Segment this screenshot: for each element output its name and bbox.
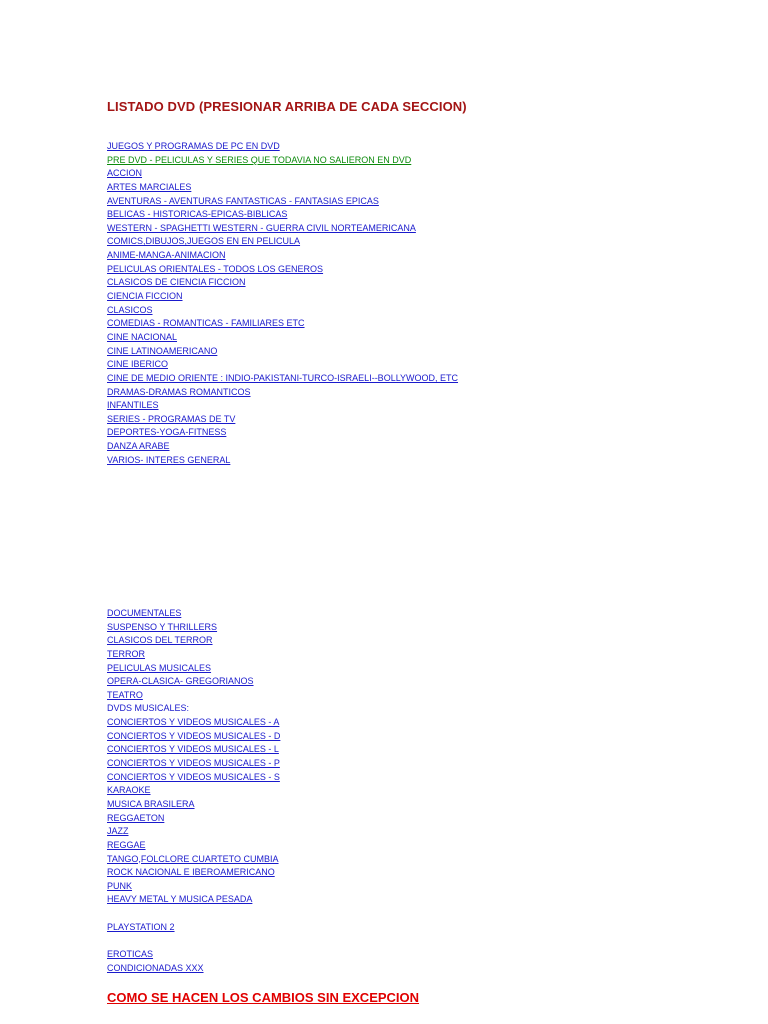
section-link[interactable]: OPERA-CLASICA- GREGORIANOS — [107, 676, 254, 687]
list-item — [107, 689, 280, 703]
list-item — [107, 621, 280, 635]
section-link[interactable]: CONCIERTOS Y VIDEOS MUSICALES - D — [107, 730, 281, 741]
list-item — [107, 317, 458, 331]
section-link[interactable]: CLASICOS DEL TERROR — [107, 635, 213, 646]
list-item — [107, 784, 280, 798]
list-item — [107, 607, 280, 621]
section-link[interactable]: CLASICOS — [107, 304, 153, 315]
section-link[interactable]: TANGO,FOLCLORE CUARTETO CUMBIA — [107, 853, 279, 864]
section-link[interactable]: PUNK — [107, 880, 133, 891]
section-link[interactable]: HEAVY METAL Y MUSICA PESADA — [107, 894, 253, 905]
section-link[interactable]: COMEDIAS - ROMANTICAS - FAMILIARES ETC — [107, 318, 305, 329]
list-item — [107, 345, 458, 359]
list-item — [107, 730, 280, 744]
section-links-bottom — [107, 607, 280, 907]
list-item — [107, 235, 458, 249]
list-item — [107, 853, 280, 867]
section-link[interactable]: TEATRO — [107, 689, 143, 700]
section-links-top — [107, 140, 458, 467]
list-item — [107, 716, 280, 730]
list-item — [107, 208, 458, 222]
eroticas-item — [107, 948, 153, 961]
list-item — [107, 702, 280, 716]
list-item — [107, 290, 458, 304]
section-link[interactable]: AVENTURAS - AVENTURAS FANTASTICAS - FANTASIAS EPICAS — [107, 195, 379, 206]
list-item — [107, 358, 458, 372]
section-link[interactable]: DEPORTES-YOGA-FITNESS — [107, 427, 227, 438]
section-link[interactable]: ANIME-MANGA-ANIMACION — [107, 250, 226, 261]
list-item — [107, 413, 458, 427]
section-link[interactable]: ACCION — [107, 168, 143, 179]
list-item — [107, 167, 458, 181]
section-link[interactable]: DANZA ARABE — [107, 441, 170, 452]
list-item — [107, 154, 458, 168]
section-link[interactable]: WESTERN - SPAGHETTI WESTERN - GUERRA CIVIL NORTEAMERICANA — [107, 222, 416, 233]
section-link[interactable]: CONCIERTOS Y VIDEOS MUSICALES - A — [107, 717, 280, 728]
section-link[interactable]: ROCK NACIONAL E IBEROAMERICANO — [107, 867, 275, 878]
list-item — [107, 825, 280, 839]
list-item — [107, 798, 280, 812]
section-link[interactable]: SERIES - PROGRAMAS DE TV — [107, 413, 236, 424]
section-link[interactable]: CINE NACIONAL — [107, 331, 178, 342]
exchange-rules-heading[interactable]: COMO SE HACEN LOS CAMBIOS SIN EXCEPCION — [107, 990, 420, 1005]
list-item — [107, 839, 280, 853]
section-link[interactable]: CONCIERTOS Y VIDEOS MUSICALES - S — [107, 771, 280, 782]
list-item — [107, 372, 458, 386]
section-link[interactable]: CLASICOS DE CIENCIA FICCION — [107, 277, 246, 288]
section-link[interactable]: CONCIERTOS Y VIDEOS MUSICALES - P — [107, 758, 280, 769]
section-link[interactable]: PELICULAS ORIENTALES - TODOS LOS GENEROS — [107, 263, 324, 274]
list-item — [107, 893, 280, 907]
list-item — [107, 331, 458, 345]
list-item — [107, 866, 280, 880]
section-link[interactable]: JUEGOS Y PROGRAMAS DE PC EN DVD — [107, 141, 280, 151]
list-item — [107, 304, 458, 318]
list-item — [107, 634, 280, 648]
section-link[interactable]: DRAMAS-DRAMAS ROMANTICOS — [107, 386, 251, 397]
section-link[interactable]: SUSPENSO Y THRILLERS — [107, 621, 218, 632]
list-item — [107, 440, 458, 454]
list-item — [107, 662, 280, 676]
list-item — [107, 648, 280, 662]
section-link[interactable]: COMICS,DIBUJOS,JUEGOS EN EN PELICULA — [107, 236, 301, 247]
list-item — [107, 195, 458, 209]
list-item — [107, 757, 280, 771]
section-link[interactable]: CONCIERTOS Y VIDEOS MUSICALES - L — [107, 744, 279, 755]
list-item — [107, 386, 458, 400]
list-item — [107, 263, 458, 277]
section-link[interactable]: JAZZ — [107, 826, 129, 837]
section-group-label: DVDS MUSICALES: — [107, 703, 190, 714]
section-link[interactable]: REGGAETON — [107, 812, 165, 823]
section-link[interactable]: CINE LATINOAMERICANO — [107, 345, 218, 356]
section-link[interactable]: MUSICA BRASILERA — [107, 798, 195, 809]
section-link[interactable]: BELICAS - HISTORICAS-EPICAS-BIBLICAS — [107, 209, 288, 220]
list-item — [107, 399, 458, 413]
section-link[interactable]: INFANTILES — [107, 400, 159, 411]
section-link[interactable]: CINE IBERICO — [107, 359, 169, 370]
list-item — [107, 675, 280, 689]
list-item — [107, 181, 458, 195]
list-item — [107, 743, 280, 757]
section-link[interactable]: PRE DVD - PELICULAS Y SERIES QUE TODAVIA NO SALIERON EN DVD — [107, 154, 412, 165]
list-item — [107, 454, 458, 468]
list-item — [107, 222, 458, 236]
page-title: LISTADO DVD (PRESIONAR ARRIBA DE CADA SECCION) — [107, 99, 467, 114]
list-item — [107, 771, 280, 785]
condicionadas-item — [107, 962, 204, 975]
list-item — [107, 426, 458, 440]
section-link-condicionadas[interactable]: CONDICIONADAS XXX — [107, 963, 204, 973]
section-link[interactable]: PELICULAS MUSICALES — [107, 662, 212, 673]
section-link[interactable]: VARIOS- INTERES GENERAL — [107, 454, 231, 465]
list-item — [107, 140, 458, 154]
section-link[interactable]: ARTES MARCIALES — [107, 181, 192, 192]
section-link-playstation[interactable]: PLAYSTATION 2 — [107, 922, 175, 932]
playstation-item — [107, 921, 175, 934]
section-link[interactable]: DOCUMENTALES — [107, 608, 182, 618]
list-item — [107, 276, 458, 290]
list-item — [107, 249, 458, 263]
section-link[interactable]: CIENCIA FICCION — [107, 291, 183, 302]
list-item — [107, 812, 280, 826]
section-link[interactable]: KARAOKE — [107, 785, 151, 796]
section-link[interactable]: CINE DE MEDIO ORIENTE : INDIO-PAKISTANI-TURCO-ISRAELI--BOLLYWOOD, ETC — [107, 372, 459, 383]
section-link-eroticas[interactable]: EROTICAS — [107, 949, 154, 959]
list-item — [107, 880, 280, 894]
section-link[interactable]: TERROR — [107, 648, 145, 659]
section-link[interactable]: REGGAE — [107, 839, 146, 850]
